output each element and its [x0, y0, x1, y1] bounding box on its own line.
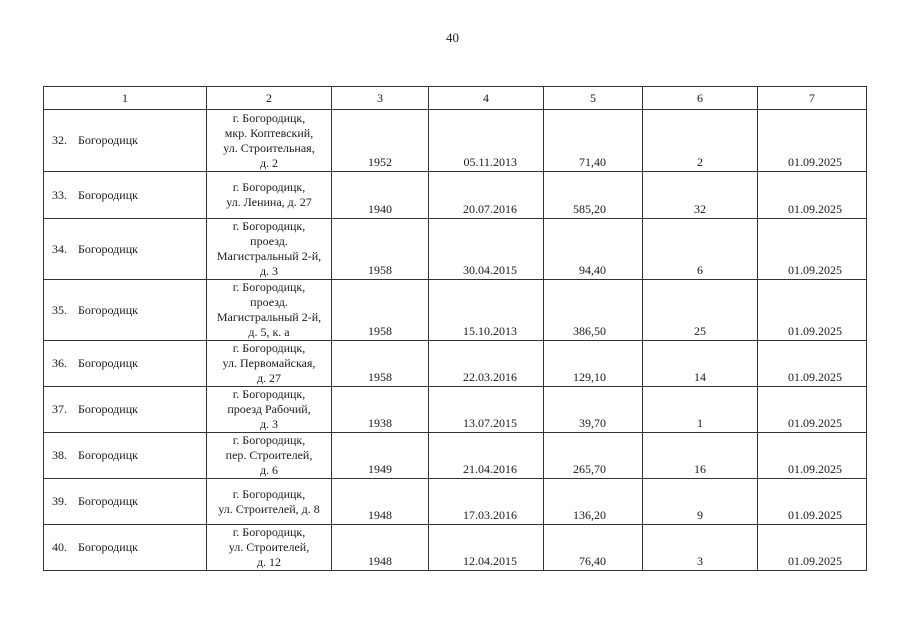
address-line: г. Богородицк, — [232, 433, 306, 447]
address-line: д. 12 — [256, 555, 282, 569]
date-cell: 15.10.2013 — [429, 280, 544, 341]
address-line: г. Богородицк, — [232, 341, 306, 355]
address-line: г. Богородицк, — [232, 486, 306, 501]
address-line: Магистральный 2-й, — [216, 249, 322, 263]
count-cell: 2 — [643, 110, 758, 172]
address-line: ул. Строителей, — [228, 540, 310, 554]
deadline-cell: 01.09.2025 — [758, 387, 867, 433]
address-line: г. Богородицк, — [232, 280, 306, 294]
settlement-name: Богородицк — [78, 133, 138, 147]
column-header-1: 1 — [44, 87, 207, 110]
address-cell — [207, 525, 332, 571]
year-cell: 1958 — [332, 219, 429, 280]
table-row — [44, 479, 867, 525]
settlement-name: Богородицк — [78, 448, 138, 462]
table-row — [44, 387, 867, 433]
address-line: г. Богородицк, — [232, 219, 306, 233]
address-cell — [207, 172, 332, 219]
address-cell — [207, 387, 332, 433]
year-cell: 1948 — [332, 525, 429, 571]
deadline-cell: 01.09.2025 — [758, 110, 867, 172]
column-header-7: 7 — [758, 87, 867, 110]
area-cell: 585,20 — [544, 172, 643, 219]
date-cell: 05.11.2013 — [429, 110, 544, 172]
count-cell: 16 — [643, 433, 758, 479]
table-row — [44, 219, 867, 280]
settlement-cell — [44, 341, 207, 387]
settlement-name: Богородицк — [78, 356, 138, 370]
row-number: 32. — [52, 133, 67, 147]
page-number: 40 — [446, 30, 459, 45]
date-cell: 20.07.2016 — [429, 172, 544, 219]
address-cell — [207, 280, 332, 341]
date-cell: 30.04.2015 — [429, 219, 544, 280]
address-line: д. 3 — [259, 417, 279, 431]
year-cell: 1958 — [332, 341, 429, 387]
settlement-cell — [44, 110, 207, 172]
deadline-cell: 01.09.2025 — [758, 433, 867, 479]
row-number: 40. — [52, 540, 67, 554]
row-number: 39. — [52, 494, 67, 508]
address-line: д. 27 — [256, 371, 282, 385]
row-number: 37. — [52, 402, 67, 416]
count-cell: 6 — [643, 219, 758, 280]
year-cell: 1949 — [332, 433, 429, 479]
address-line: Магистральный 2-й, — [216, 310, 322, 324]
address-line: г. Богородицк, — [232, 387, 306, 401]
address-line: пер. Строителей, — [225, 448, 313, 462]
count-cell: 1 — [643, 387, 758, 433]
year-cell: 1948 — [332, 479, 429, 525]
address-line: проезд. — [250, 295, 288, 309]
settlement-name: Богородицк — [78, 241, 138, 256]
row-number: 38. — [52, 448, 67, 462]
deadline-cell: 01.09.2025 — [758, 280, 867, 341]
area-cell: 71,40 — [544, 110, 643, 172]
address-cell — [207, 110, 332, 172]
settlement-cell — [44, 525, 207, 571]
row-number: 35. — [52, 302, 67, 317]
row-number: 33. — [52, 187, 67, 202]
address-line: ул. Строительная, — [223, 140, 315, 155]
column-header-4: 4 — [429, 87, 544, 110]
deadline-cell: 01.09.2025 — [758, 479, 867, 525]
area-cell: 265,70 — [544, 433, 643, 479]
year-cell: 1938 — [332, 387, 429, 433]
column-header-2: 2 — [207, 87, 332, 110]
address-cell — [207, 341, 332, 387]
date-cell: 13.07.2015 — [429, 387, 544, 433]
address-line: д. 6 — [259, 463, 279, 477]
date-cell: 22.03.2016 — [429, 341, 544, 387]
settlement-cell — [44, 172, 207, 219]
row-number: 36. — [52, 356, 67, 370]
address-line: мкр. Коптевский, — [224, 125, 314, 140]
count-cell: 25 — [643, 280, 758, 341]
table-row — [44, 280, 867, 341]
settlement-cell — [44, 280, 207, 341]
address-cell — [207, 219, 332, 280]
deadline-cell: 01.09.2025 — [758, 219, 867, 280]
header-row — [44, 87, 867, 110]
address-line: ул. Ленина, д. 27 — [226, 195, 312, 209]
year-cell: 1940 — [332, 172, 429, 219]
table-body — [44, 110, 867, 571]
area-cell: 136,20 — [544, 479, 643, 525]
area-cell: 39,70 — [544, 387, 643, 433]
area-cell: 94,40 — [544, 219, 643, 280]
year-cell: 1958 — [332, 280, 429, 341]
deadline-cell: 01.09.2025 — [758, 525, 867, 571]
deadline-cell: 01.09.2025 — [758, 172, 867, 219]
housing-registry-table — [43, 86, 867, 571]
date-cell: 21.04.2016 — [429, 433, 544, 479]
settlement-name: Богородицк — [78, 187, 138, 202]
date-cell: 17.03.2016 — [429, 479, 544, 525]
column-header-3: 3 — [332, 87, 429, 110]
settlement-name: Богородицк — [78, 540, 138, 554]
column-header-6: 6 — [643, 87, 758, 110]
address-line: ул. Строителей, д. 8 — [218, 501, 320, 516]
count-cell: 3 — [643, 525, 758, 571]
address-line: д. 2 — [259, 155, 279, 170]
date-cell: 12.04.2015 — [429, 525, 544, 571]
column-header-5: 5 — [544, 87, 643, 110]
count-cell: 32 — [643, 172, 758, 219]
year-cell: 1952 — [332, 110, 429, 172]
area-cell: 129,10 — [544, 341, 643, 387]
address-line: проезд Рабочий, — [227, 402, 311, 416]
settlement-cell — [44, 479, 207, 525]
settlement-cell — [44, 387, 207, 433]
address-cell — [207, 479, 332, 525]
settlement-name: Богородицк — [78, 494, 138, 508]
count-cell: 9 — [643, 479, 758, 525]
address-cell — [207, 433, 332, 479]
table-header — [44, 87, 867, 110]
count-cell: 14 — [643, 341, 758, 387]
address-line: г. Богородицк, — [232, 110, 306, 125]
address-line: проезд. — [250, 234, 288, 248]
area-cell: 76,40 — [544, 525, 643, 571]
table-row — [44, 341, 867, 387]
settlement-name: Богородицк — [78, 302, 138, 317]
row-number: 34. — [52, 241, 67, 256]
address-line: г. Богородицк, — [232, 180, 306, 194]
table-row — [44, 433, 867, 479]
address-line: д. 5, к. а — [248, 325, 290, 339]
settlement-name: Богородицк — [78, 402, 138, 416]
settlement-cell — [44, 433, 207, 479]
address-line: д. 3 — [259, 264, 279, 278]
table-row — [44, 110, 867, 172]
table-row — [44, 525, 867, 571]
area-cell: 386,50 — [544, 280, 643, 341]
deadline-cell: 01.09.2025 — [758, 341, 867, 387]
settlement-cell — [44, 219, 207, 280]
table-row — [44, 172, 867, 219]
address-line: ул. Первомайская, — [222, 356, 316, 370]
address-line: г. Богородицк, — [232, 525, 306, 539]
